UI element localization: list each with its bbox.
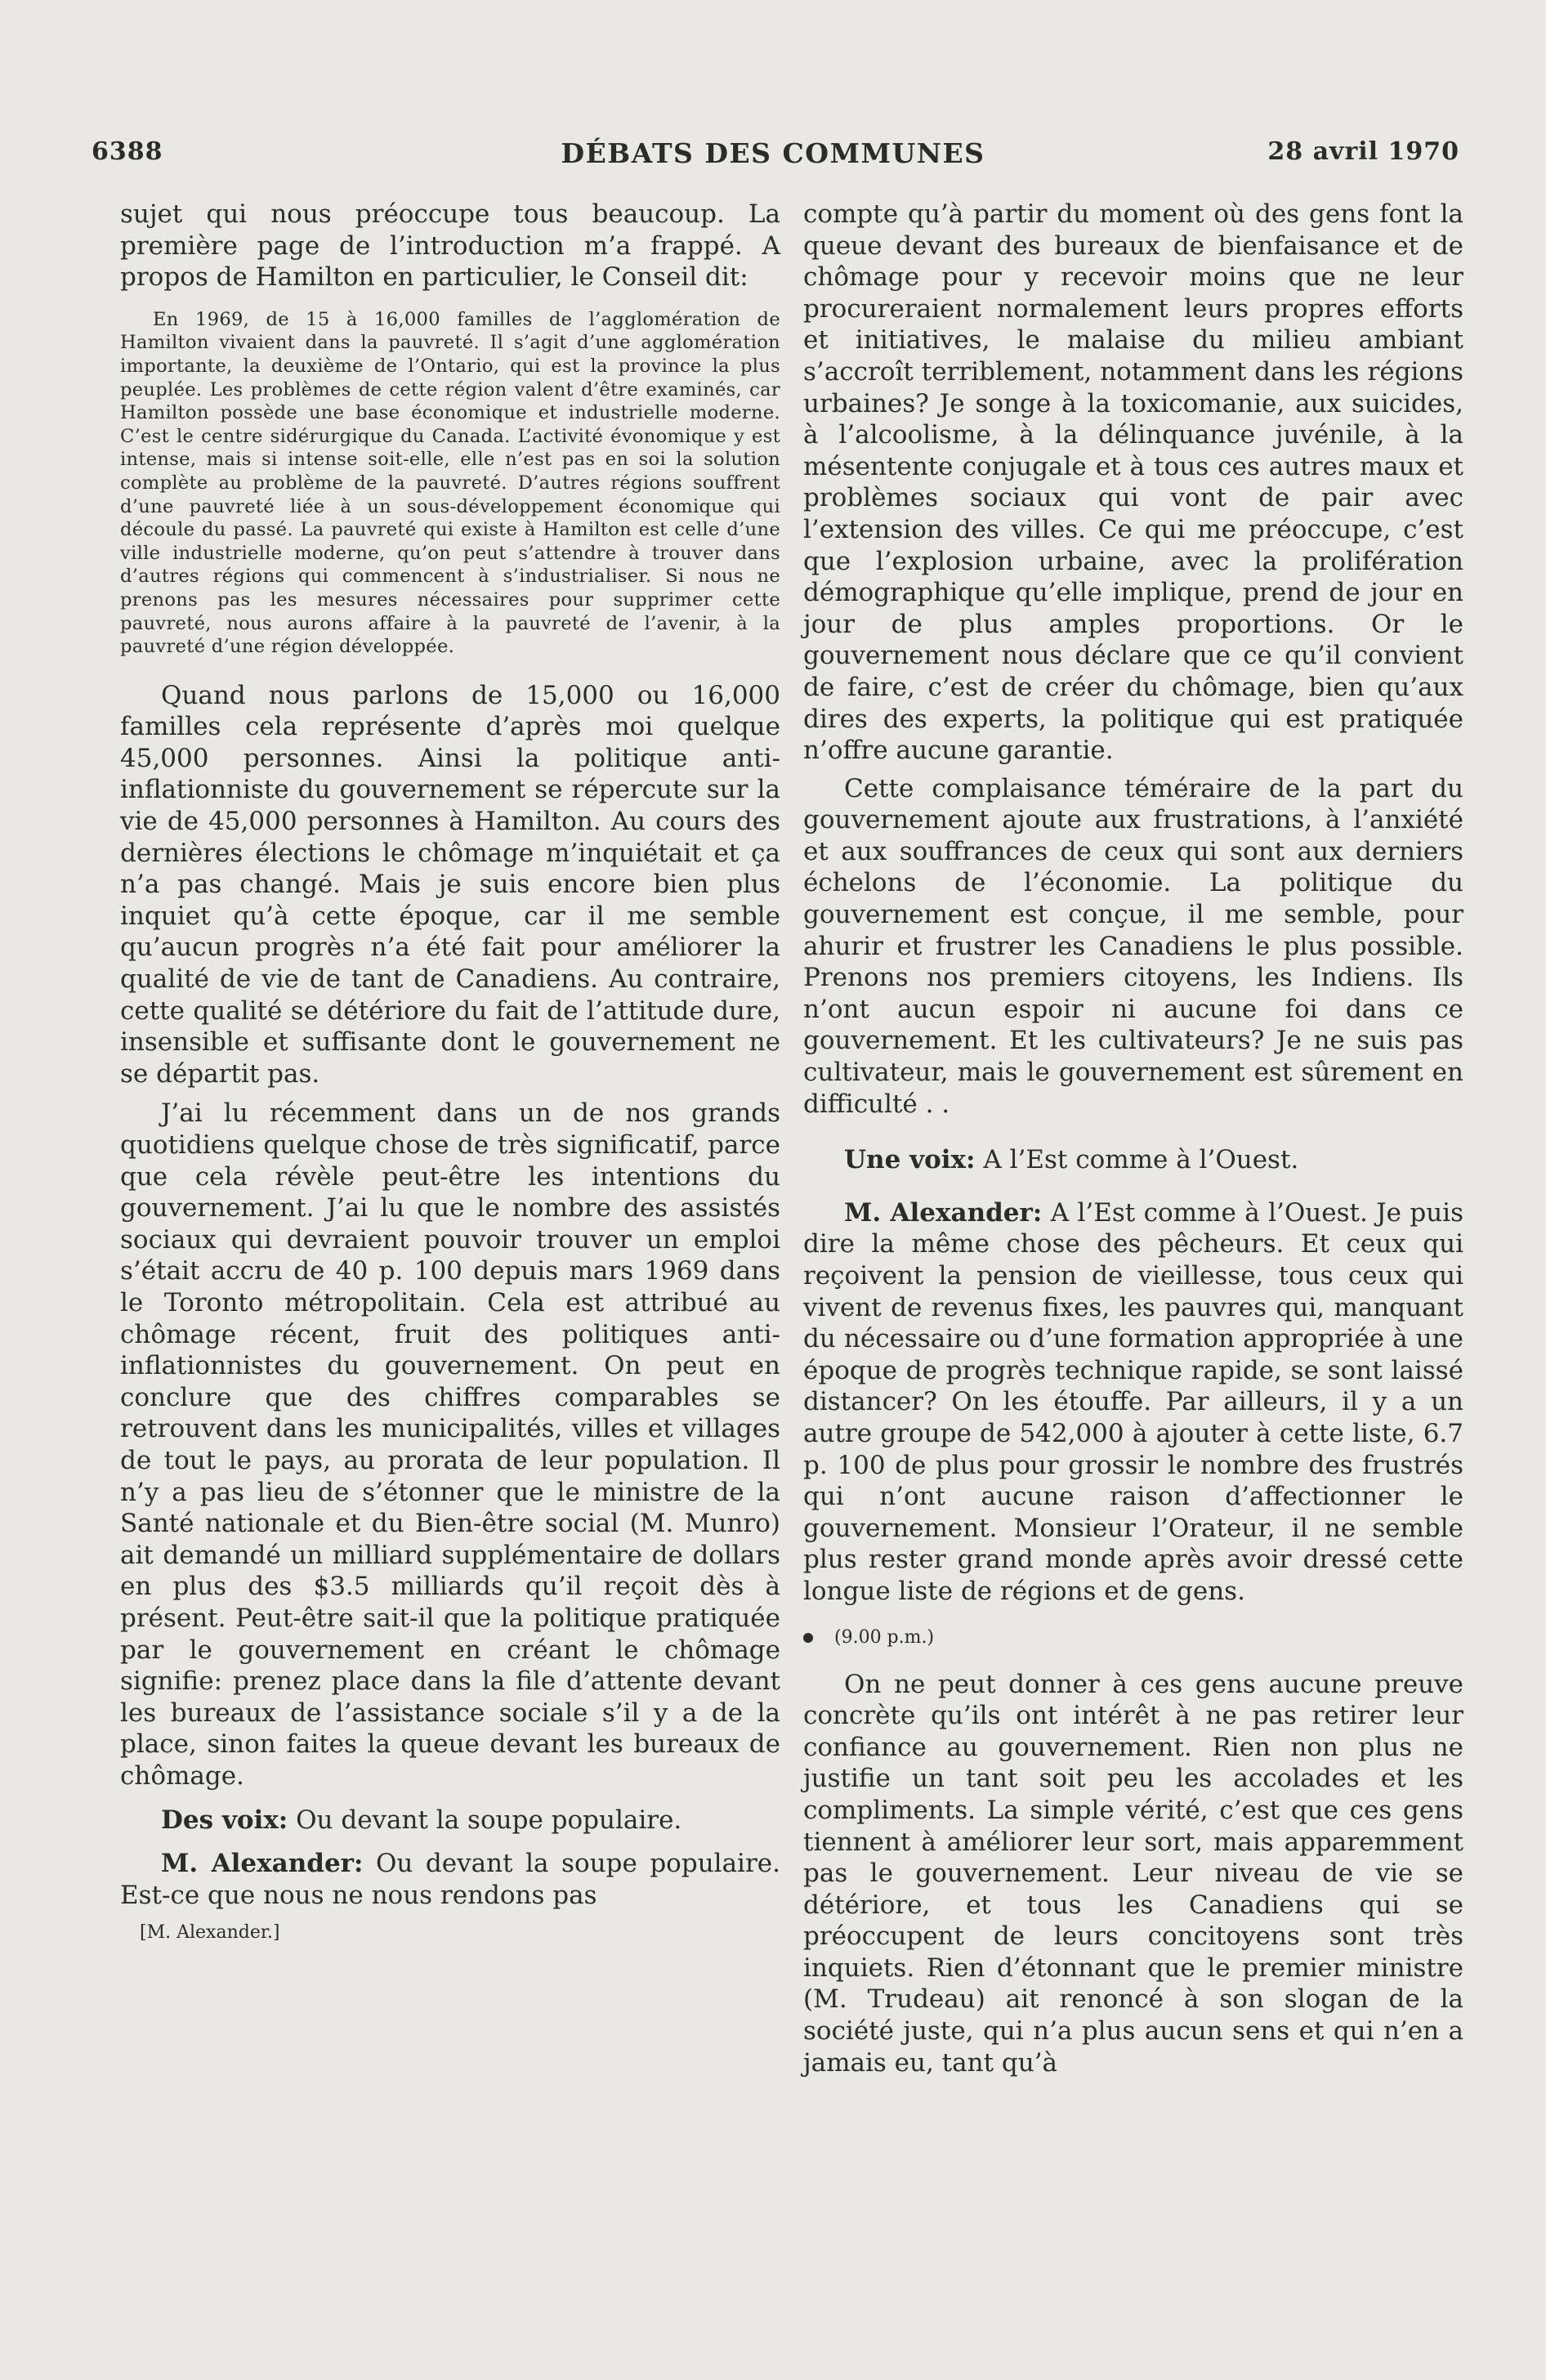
speech <box>803 1197 1463 1608</box>
page-number: 6388 <box>92 137 163 166</box>
speech-text: Ou devant la soupe populaire. Est-ce que nous ne nous rendons pas <box>120 1849 780 1910</box>
paragraph: J’ai lu récemment dans un de nos grands quotidiens quelque chose de très significatif, parce que cela révèle peut-être les intentions du gouvernement. J’ai lu que le nombre des assistés sociaux qui devraient pouvoir trouver un emploi s’était accru de 40 p. 100 depuis mars 1969 dans le Toronto métropolitain. Cela est attribué au chômage récent, fruit des politiques anti-inflationnistes du gouvernement. On peut en conclure que des chiffres comparables se retrouvent dans les municipalités, villes et villages de tout le pays, au prorata de leur population. Il n’y a pas lieu de s’étonner que le ministre de la Santé nationale et du Bien-être social (M. Munro) ait demandé un milliard supplémentaire de dollars en plus des $3.5 milliards qu’il reçoit dès à présent. Peut-être sait-il que la politique pratiquée par le gouvernement en créant le chômage signifie: prenez place dans la file d’attente devant les bureaux de l’assistance sociale s’il y a de la place, sinon faites la queue devant les bureaux de chômage. <box>120 1098 780 1791</box>
timestamp-text: (9.00 p.m.) <box>834 1626 935 1648</box>
timestamp <box>803 1627 1463 1648</box>
speech-text: A l’Est comme à l’Ouest. Je puis dire la même chose des pêcheurs. Et ceux qui reçoivent la pension de vieillesse, tous ceux qui vivent de revenus fixes, les pauvres qui, manquant du nécessaire ou d’une formation appropriée à une époque de progrès technique rapide, se sont laissé distancer? On les étouffe. Par ailleurs, il y a un autre groupe de 542,000 à ajouter à cette liste, 6.7 p. 100 de plus pour grossir le nombre des frustrés qui n’ont aucune raison d’affectionner le gouvernement. Monsieur l’Orateur, il ne semble plus rester grand monde après avoir dressé cette longue liste de régions et de gens. <box>803 1197 1463 1606</box>
speech-text: Ou devant la soupe populaire. <box>296 1805 682 1836</box>
paragraph: Cette complaisance téméraire de la part du gouvernement ajoute aux frustrations, à l’anxiété et aux souffrances de ceux qui sont aux derniers échelons de l’économie. La politique du gouvernement est conçue, il me semble, pour ahurir et frustrer les Canadiens le plus possible. Prenons nos premiers citoyens, les Indiens. Ils n’ont aucun espoir ni aucune foi dans ce gouvernement. Et les cultivateurs? Je ne suis pas cultivateur, mais le gouvernement est sûrement en difficulté . . <box>803 773 1463 1119</box>
speaker-signature: [M. Alexander.] <box>140 1922 280 1944</box>
paragraph: On ne peut donner à ces gens aucune preuve concrète qu’ils ont intérêt à ne pas retirer leur confiance au gouvernement. Rien non plus ne justifie un tant soit peu les accolades et les compliments. La simple vérité, c’est que ces gens tiennent à améliorer leur sort, mais apparemment pas le gouvernement. Leur niveau de vie se détériore, et tous les Canadiens qui se préoccupent de leurs concitoyens sont très inquiets. Rien d’étonnant que le premier ministre (M. Trudeau) ait renoncé à son slogan de la société juste, qui n’a plus aucun sens et qui n’en a jamais eu, tant qu’à <box>803 1669 1463 2078</box>
right-column <box>803 199 1463 2078</box>
speaker-name: M. Alexander: <box>844 1197 1043 1228</box>
page-date: 28 avril 1970 <box>1267 137 1459 166</box>
page-title: DÉBATS DES COMMUNES <box>561 137 985 169</box>
block-quote: En 1969, de 15 à 16,000 familles de l’agglomération de Hamilton vivaient dans la pauvreté. Il s’agit d’une agglomération importante, la deuxième de l’Ontario, qui est la province la plus peuplée. Les problèmes de cette région valent d’être examinés, car Hamilton possède une base économique et industrielle moderne. C’est le centre sidérurgique du Canada. L’activité évonomique y est intense, mais si intense soit-elle, elle n’est pas en soi la solution complète au problème de la pauvreté. D’autres régions souffrent d’une pauvreté liée à un sous-développement économique qui découle du passé. La pauvreté qui existe à Hamilton est celle d’une ville industrielle moderne, qu’on peut s’attendre à trouver dans d’autres régions qui commencent à s’industrialiser. Si nous ne prenons pas les mesures nécessaires pour supprimer cette pauvreté, nous aurons affaire à la pauvreté de l’avenir, à la pauvreté d’une région développée. <box>120 308 780 658</box>
speaker-name: Des voix: <box>161 1805 288 1836</box>
speech <box>120 1805 780 1836</box>
speech-text: A l’Est comme à l’Ouest. <box>983 1145 1299 1175</box>
speech <box>803 1144 1463 1176</box>
speech <box>120 1848 780 1911</box>
speaker-name: M. Alexander: <box>161 1849 364 1879</box>
speaker-name: Une voix: <box>844 1145 976 1175</box>
left-column <box>120 199 780 1943</box>
paragraph: compte qu’à partir du moment où des gens font la queue devant des bureaux de bienfaisance et de chômage pour y recevoir moins que ne leur procureraient normalement leurs propres efforts et initiatives, le malaise du milieu ambiant s’accroît terriblement, notamment dans les régions urbaines? Je songe à la toxicomanie, aux suicides, à l’alcoolisme, à la délinquance juvénile, à la mésentente conjugale et à tous ces autres maux et problèmes sociaux qui vont de pair avec l’extension des villes. Ce qui me préoccupe, c’est que l’explosion urbaine, avec la prolifération démographique qu’elle implique, prend de jour en jour de plus amples proportions. Or le gouvernement nous déclare que ce qu’il convient de faire, c’est de créer du chômage, bien qu’aux dires des experts, la politique qui est pratiquée n’offre aucune garantie. <box>803 199 1463 766</box>
bullet-icon <box>803 1633 813 1643</box>
paragraph: Quand nous parlons de 15,000 ou 16,000 familles cela représente d’après moi quelque 45,000 personnes. Ainsi la politique anti-inflationniste du gouvernement se répercute sur la vie de 45,000 personnes à Hamilton. Au cours des dernières élections le chômage m’inquiétait et ça n’a pas changé. Mais je suis encore bien plus inquiet qu’à cette époque, car il me semble qu’aucun progrès n’a été fait pour améliorer la qualité de vie de tant de Canadiens. Au contraire, cette qualité se détériore du fait de l’attitude dure, insensible et suffisante dont le gouvernement ne se départit pas. <box>120 680 780 1089</box>
paragraph: sujet qui nous préoccupe tous beaucoup. La première page de l’introduction m’a frappé. A propos de Hamilton en particulier, le Conseil dit: <box>120 199 780 293</box>
